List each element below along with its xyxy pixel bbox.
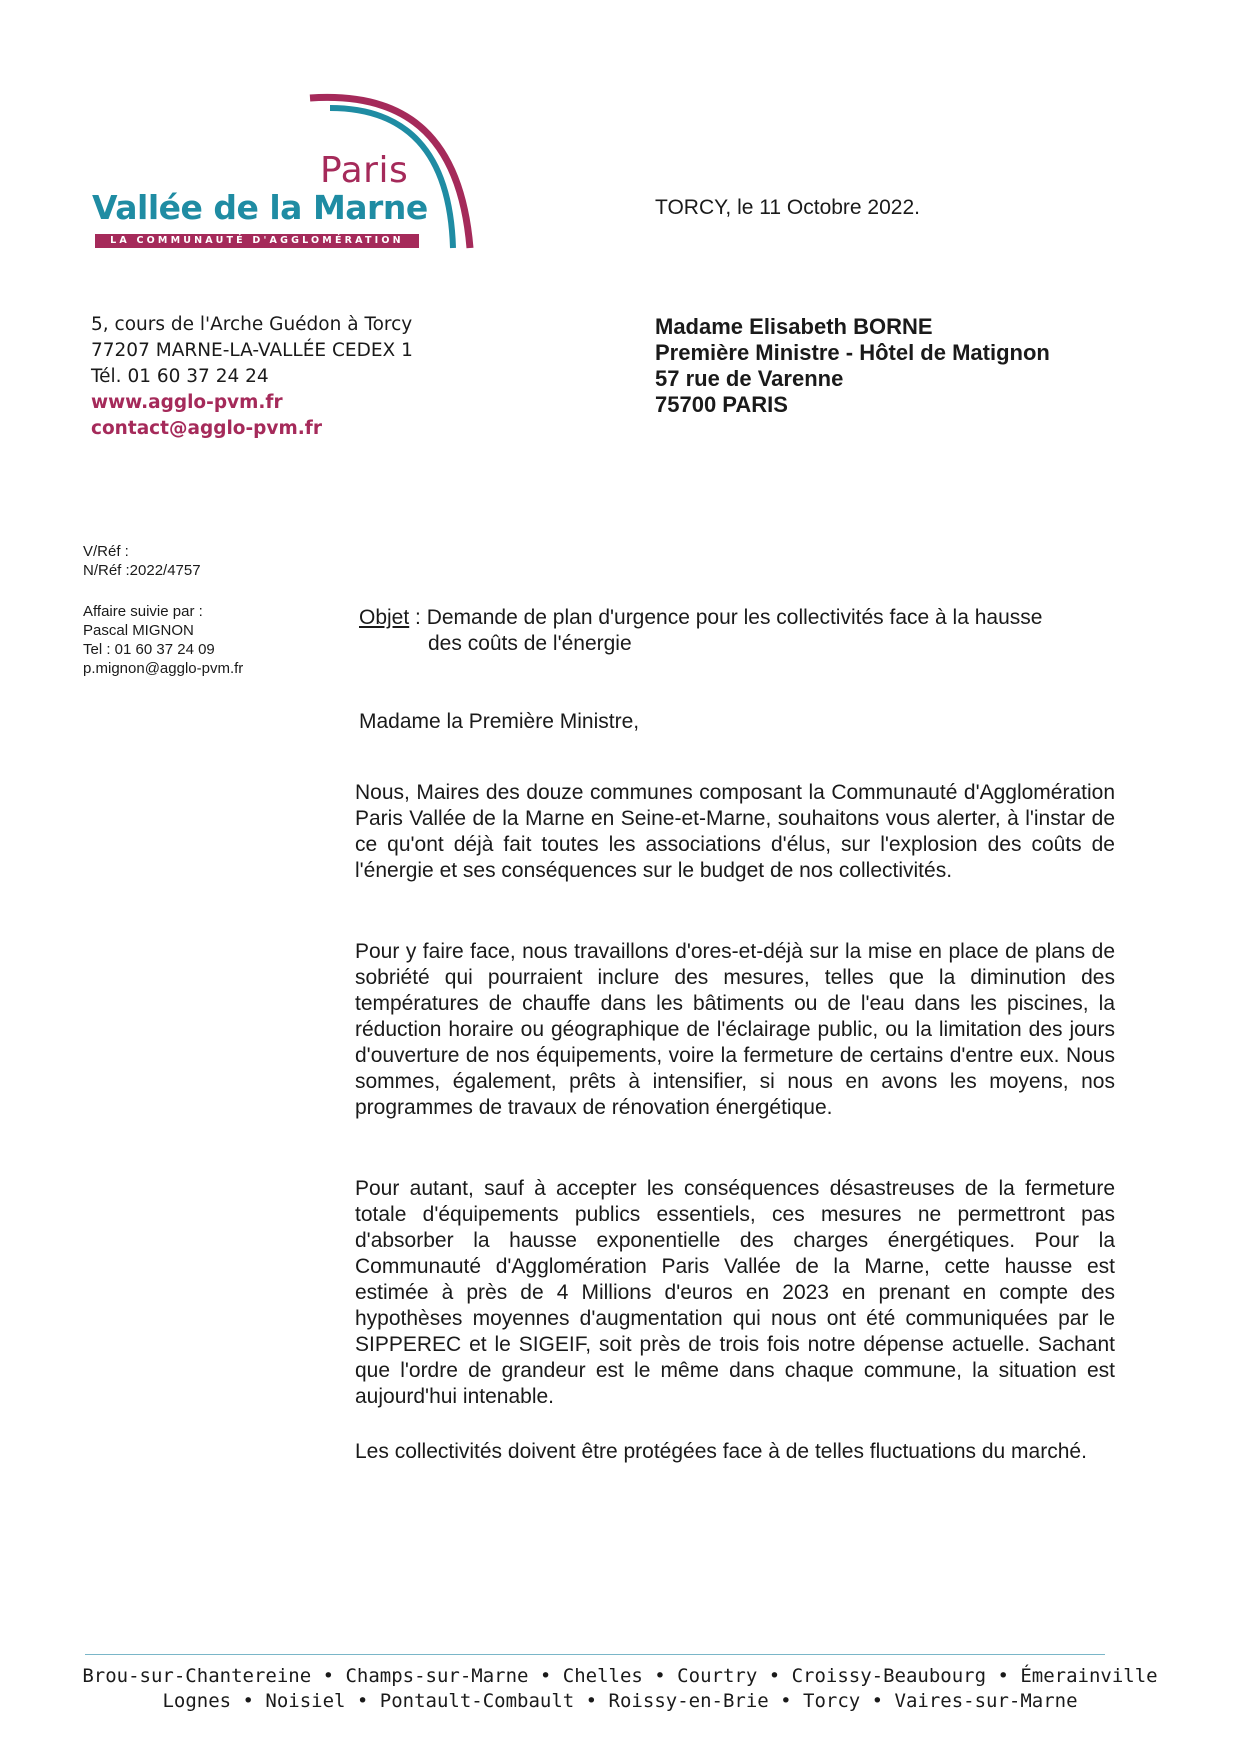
recipient-line2: Première Ministre - Hôtel de Matignon — [655, 340, 1050, 365]
paragraph-3 — [355, 1176, 1115, 1410]
subject-line1: : Demande de plan d'urgence pour les collectivités face à la hausse — [409, 606, 1043, 629]
logo-paris: Paris — [320, 150, 409, 191]
followup-label: Affaire suivie par : — [83, 603, 203, 620]
paragraph-text: Les collectivités doivent être protégées face à de telles fluctuations du marché. — [355, 1440, 1087, 1463]
paragraph-4 — [355, 1439, 1115, 1465]
recipient-line1: Madame Elisabeth BORNE — [655, 314, 933, 339]
sender-line1: 5, cours de l'Arche Guédon à Torcy — [91, 314, 413, 335]
paragraph-2 — [355, 939, 1115, 1121]
logo-tagline: LA COMMUNAUTÉ D'AGGLOMÉRATION — [95, 234, 419, 248]
paragraph-1 — [355, 780, 1115, 884]
followup-contact — [83, 602, 243, 678]
subject-line2: des coûts de l'énergie — [428, 632, 632, 655]
followup-name: Pascal MIGNON — [83, 622, 194, 639]
footer-divider — [85, 1654, 1105, 1655]
nref: N/Réf :2022/4757 — [83, 562, 201, 579]
paragraph-text: Nous, Maires des douze communes composant la Communauté d'Agglomération Paris Vallée de la Marne en Seine-et-Marne, souhaitons vous alerter, à l'instar de ce qu'ont déjà fait toutes les associations d'élus, sur l'explosion des coûts de l'énergie et ses conséquences sur le budget de nos collectivités. — [355, 781, 1115, 882]
paragraph-text: Pour autant, sauf à accepter les conséquences désastreuses de la fermeture totale d'équipements publics essentiels, ces mesures ne permettront pas d'absorber la hausse exponentielle des charges énergétiques. Pour la Communauté d'Agglomération Paris Vallée de la Marne, cette hausse est estimée à près de 4 Millions d'euros en 2023 en prenant en compte des hypothèses moyennes d'augmentation qui nous ont été communiquées par le SIPPEREC et le SIGEIF, soit près de trois fois notre dépense actuelle. Sachant que l'ordre de grandeur est le même dans chaque commune, la situation est aujourd'hui intenable. — [355, 1177, 1115, 1408]
followup-tel: Tel : 01 60 37 24 09 — [83, 641, 215, 658]
sender-website-link[interactable]: www.agglo-pvm.fr — [91, 392, 283, 413]
vref: V/Réf : — [83, 543, 129, 560]
references — [83, 542, 201, 580]
footer-line1: Brou-sur-Chantereine • Champs-sur-Marne • Chelles • Courtry • Croissy-Beaubourg • Émerainville — [82, 1665, 1158, 1687]
subject-label: Objet — [359, 606, 410, 629]
logo — [90, 90, 480, 260]
sender-email-link[interactable]: contact@agglo-pvm.fr — [91, 418, 322, 439]
logo-vallee: Vallée de la Marne — [92, 188, 428, 227]
letter-date: TORCY, le 11 Octobre 2022. — [655, 196, 920, 219]
footer-line2: Lognes • Noisiel • Pontault-Combault • Roissy-en-Brie • Torcy • Vaires-sur-Marne — [162, 1690, 1078, 1712]
footer-communes — [60, 1664, 1180, 1714]
subject — [359, 605, 1042, 657]
followup-email: p.mignon@agglo-pvm.fr — [83, 660, 244, 677]
recipient-address — [655, 314, 1050, 418]
sender-phone: Tél. 01 60 37 24 24 — [91, 366, 269, 387]
sender-line2: 77207 MARNE-LA-VALLÉE CEDEX 1 — [91, 340, 413, 361]
sender-address — [91, 312, 413, 442]
recipient-line3: 57 rue de Varenne — [655, 366, 844, 391]
salutation: Madame la Première Ministre, — [359, 710, 640, 733]
recipient-line4: 75700 PARIS — [655, 392, 788, 417]
paragraph-text: Pour y faire face, nous travaillons d'ores-et-déjà sur la mise en place de plans de sobriété qui pourraient inclure des mesures, telles que la diminution des températures de chauffe dans les bâtiments ou de l'eau dans les piscines, la réduction horaire ou géographique de l'éclairage public, ou la limitation des jours d'ouverture de nos équipements, voire la fermeture de certains d'entre eux. Nous sommes, également, prêts à intensifier, si nous en avons les moyens, nos programmes de travaux de rénovation énergétique. — [355, 940, 1115, 1119]
